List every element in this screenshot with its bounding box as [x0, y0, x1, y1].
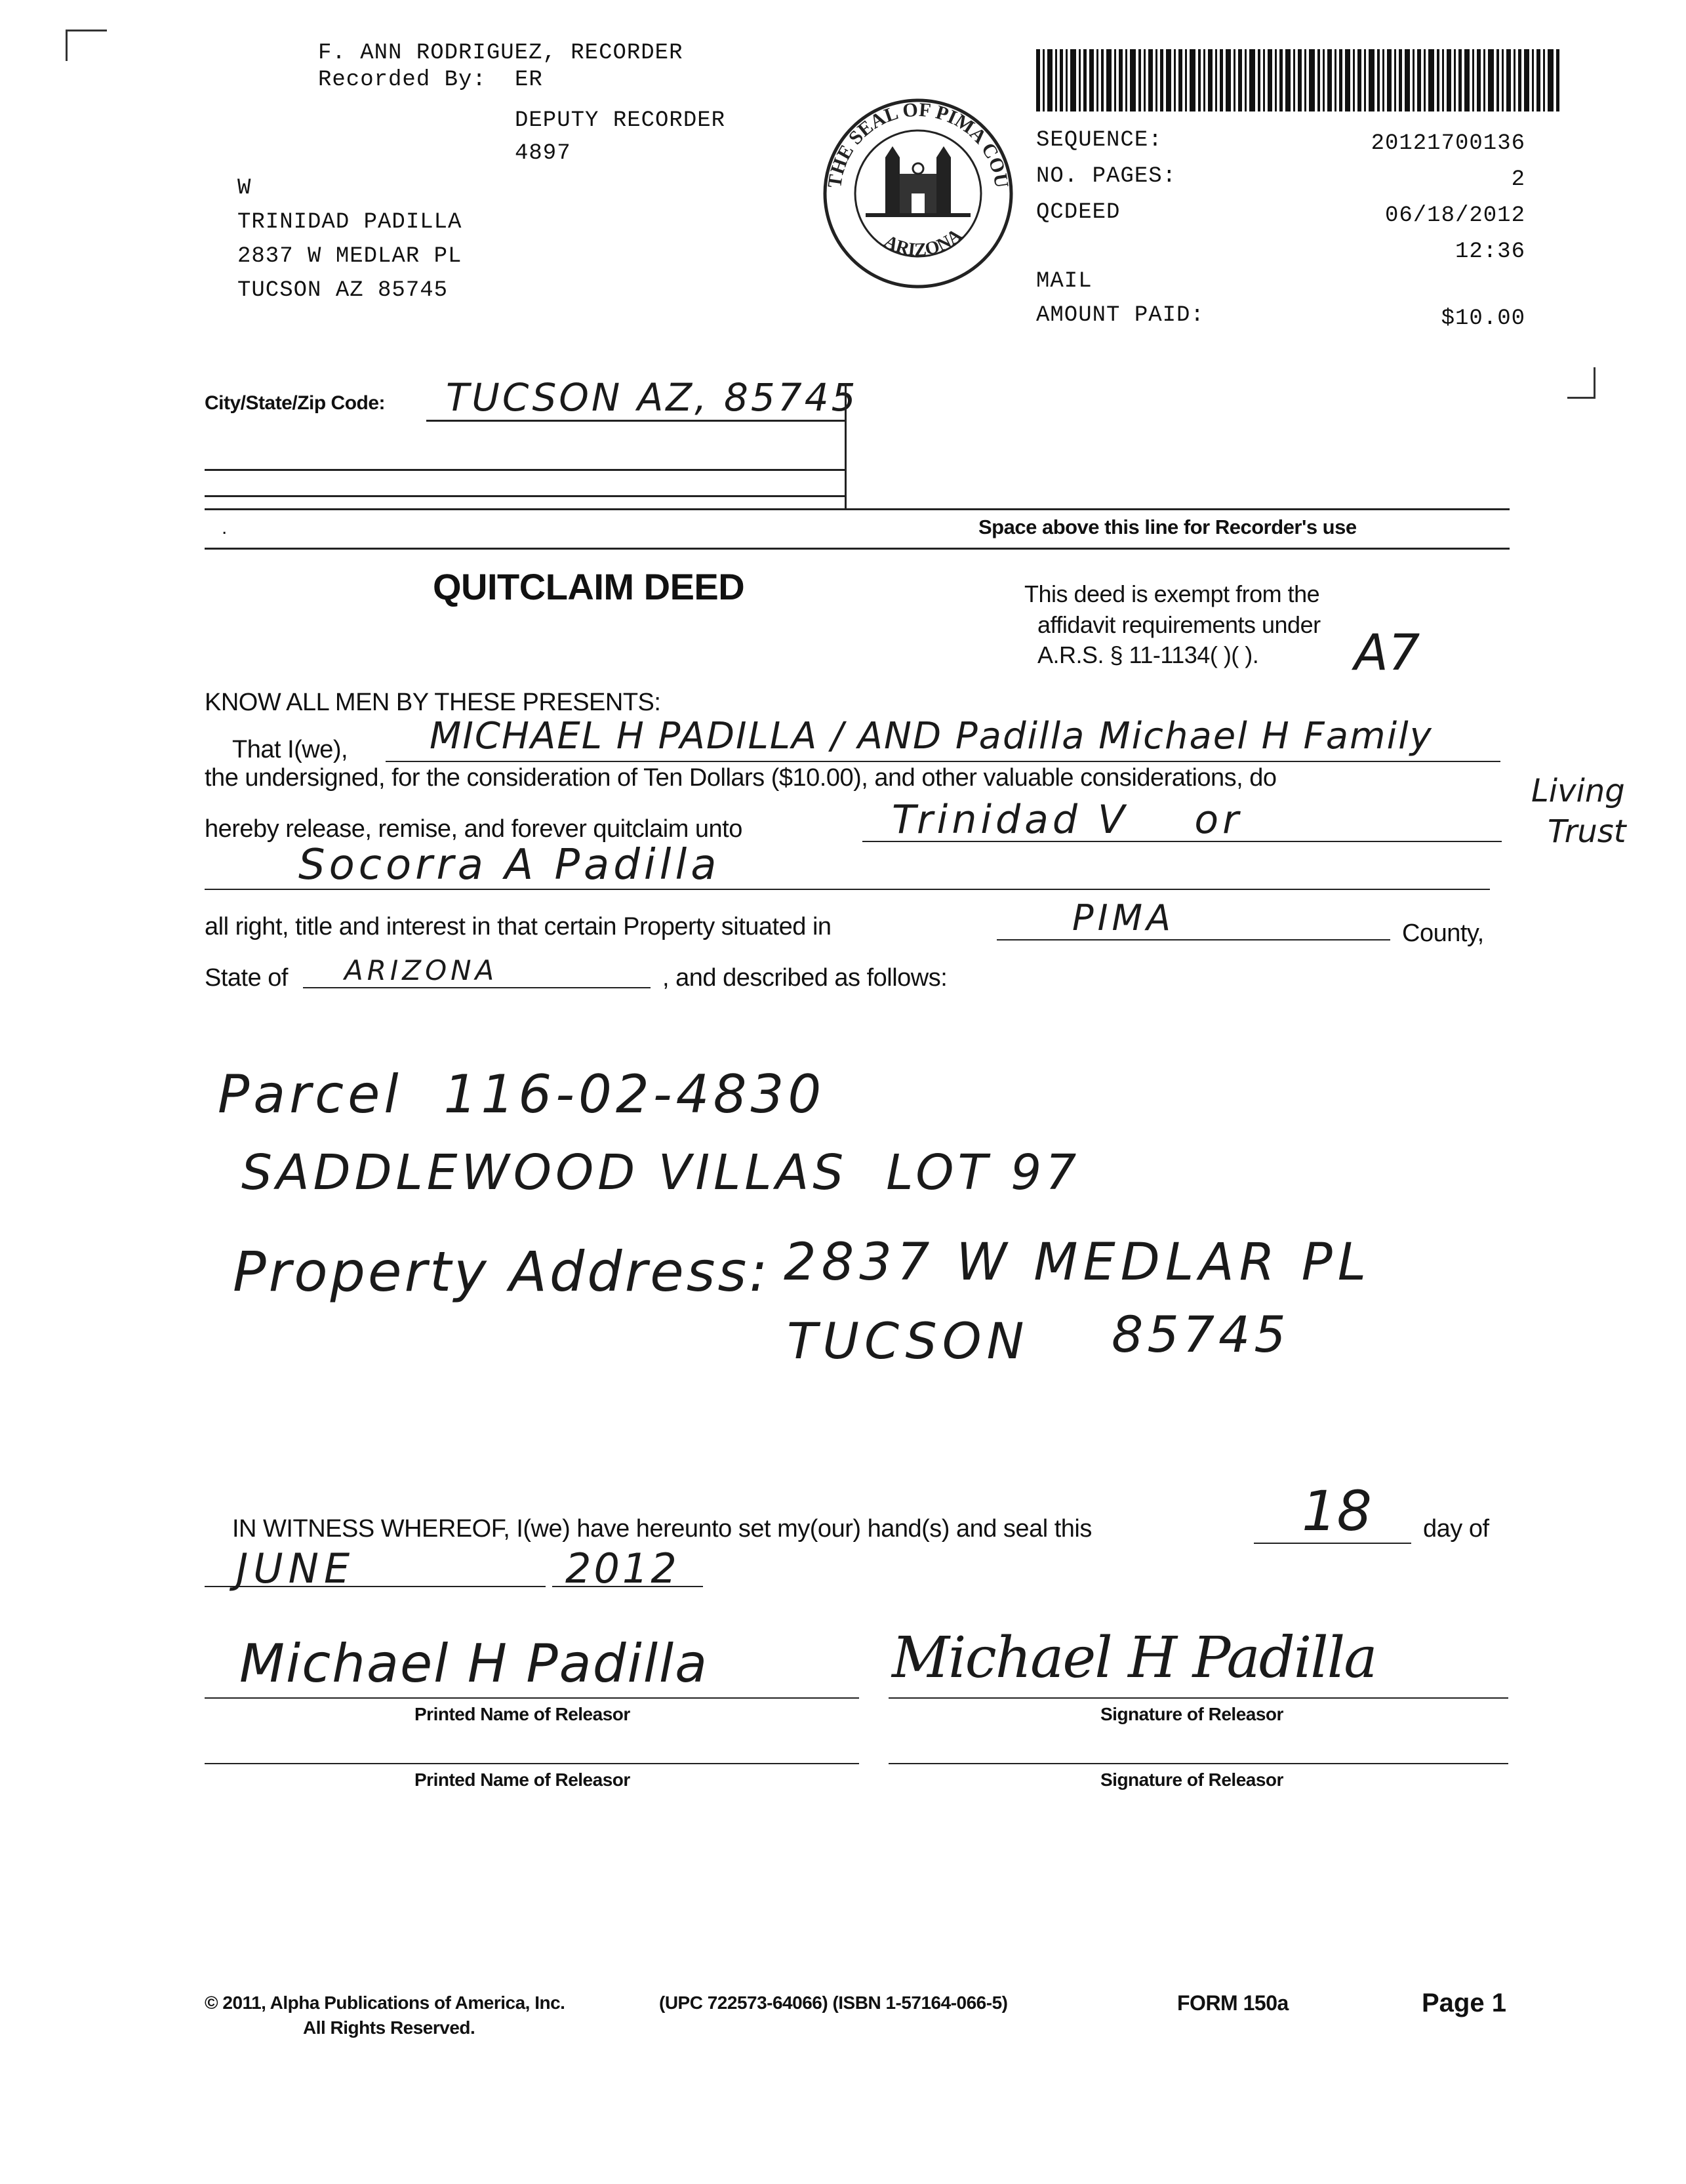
delivery-method: MAIL	[1036, 269, 1093, 294]
recording-time: 12:36	[1455, 239, 1525, 264]
property-address-street: 2837 W MEDLAR PL	[784, 1233, 1372, 1292]
document-title: QUITCLAIM DEED	[433, 566, 745, 607]
county-name: PIMA	[1072, 897, 1175, 939]
state-name: ARIZONA	[344, 954, 498, 986]
exemption-code: A7	[1354, 623, 1420, 681]
grantor-name: MICHAEL H PADILLA / AND Padilla Michael H Family	[430, 715, 1433, 758]
corner-mark	[66, 30, 107, 61]
city-zip-line	[426, 420, 846, 422]
exemption-line-2: affidavit requirements under	[1037, 611, 1321, 638]
printed-name-label-1: Printed Name of Releasor	[414, 1704, 630, 1724]
day-of-text: day of	[1423, 1515, 1489, 1543]
signature-line-1	[889, 1697, 1508, 1699]
recorded-by-label: Recorded By:	[318, 68, 487, 92]
parcel-number: Parcel 116-02-4830	[218, 1064, 826, 1125]
county-line	[997, 939, 1390, 940]
pages-value: 2	[1511, 167, 1525, 192]
property-address-label: Property Address:	[233, 1240, 771, 1304]
address-line-2	[205, 469, 846, 471]
barcode	[1036, 49, 1561, 111]
that-label: That I(we),	[232, 736, 348, 763]
address-box-divider	[845, 384, 847, 508]
footer-codes: (UPC 722573-64066) (ISBN 1-57164-066-5)	[659, 1992, 1008, 2013]
mail-street: 2837 W MEDLAR PL	[237, 244, 462, 269]
property-label: all right, title and interest in that certain Property situated in	[205, 913, 832, 940]
state-line	[303, 987, 651, 988]
svg-text:ARIZONA	[881, 224, 966, 260]
release-label: hereby release, remise, and forever quitclaim unto	[205, 815, 742, 843]
address-line-3	[205, 495, 846, 497]
witness-year: 2012	[565, 1545, 679, 1592]
recording-date: 06/18/2012	[1384, 203, 1525, 228]
deputy-recorder: DEPUTY RECORDER	[515, 108, 726, 133]
printed-name-label-2: Printed Name of Releasor	[414, 1769, 630, 1790]
sequence-label: SEQUENCE:	[1036, 128, 1163, 153]
doc-type: QCDEED	[1036, 200, 1121, 225]
consideration-text: the undersigned, for the consideration of Ten Dollars ($10.00), and other valuable considerations, do	[205, 764, 1277, 792]
described-text: , and described as follows:	[662, 964, 948, 992]
margin-mark	[1567, 367, 1596, 399]
lot-description: SADDLEWOOD VILLAS LOT 97	[241, 1144, 1081, 1201]
county-seal	[820, 95, 1016, 292]
property-address-zip: 85745	[1112, 1305, 1290, 1364]
amount-label: AMOUNT PAID:	[1036, 303, 1205, 328]
grantor-continued-2: Trust	[1548, 813, 1626, 850]
recorder-use-note: Space above this line for Recorder's use	[978, 516, 1357, 538]
signature-line-2	[889, 1763, 1508, 1764]
printed-name-line-2	[205, 1763, 859, 1764]
grantor-line	[386, 761, 1500, 762]
footer-page: Page 1	[1422, 1989, 1506, 2017]
city-state-zip-label: City/State/Zip Code:	[205, 392, 386, 414]
recorder-space-line	[205, 508, 1510, 510]
signature-label-1: Signature of Releasor	[1100, 1704, 1283, 1724]
mail-code: W	[237, 176, 252, 201]
footer-copyright-2: All Rights Reserved.	[303, 2017, 475, 2038]
know-all-heading: KNOW ALL MEN BY THESE PRESENTS:	[205, 689, 661, 716]
footer-form: FORM 150a	[1177, 1991, 1289, 2015]
deputy-number: 4897	[515, 141, 571, 166]
state-label: State of	[205, 964, 288, 992]
recorded-by-value: ER	[515, 68, 543, 92]
footer-copyright-1: © 2011, Alpha Publications of America, Inc.	[205, 1992, 565, 2013]
witness-text: IN WITNESS WHEREOF, I(we) have hereunto set my(our) hand(s) and seal this	[232, 1515, 1092, 1543]
seal-bottom-text: ARIZONA	[880, 224, 966, 260]
witness-day: 18	[1302, 1479, 1372, 1543]
county-label: County,	[1402, 920, 1484, 947]
period-mark: .	[222, 517, 228, 538]
signature-1: Michael H Padilla	[892, 1625, 1376, 1691]
pages-label: NO. PAGES:	[1036, 164, 1177, 189]
mail-city: TUCSON AZ 85745	[237, 278, 449, 303]
grantee-1: Trinidad V or	[892, 797, 1243, 843]
amount-value: $10.00	[1441, 306, 1525, 331]
seal-top-text: THE SEAL OF PIMA COU	[824, 98, 1013, 190]
grantee-2: Socorra A Padilla	[298, 841, 721, 889]
property-address-city: TUCSON	[787, 1312, 1030, 1370]
sequence-value: 20121700136	[1371, 131, 1525, 156]
mail-name: TRINIDAD PADILLA	[237, 210, 462, 235]
witness-month: JUNE	[236, 1545, 355, 1592]
recorder-name: F. ANN RODRIGUEZ, RECORDER	[318, 41, 683, 66]
printed-name-line-1	[205, 1697, 859, 1699]
signature-label-2: Signature of Releasor	[1100, 1769, 1283, 1790]
printed-name-1: Michael H Padilla	[239, 1633, 709, 1694]
city-state-zip-value: TUCSON AZ, 85745	[446, 375, 858, 420]
exemption-line-1: This deed is exempt from the	[1024, 580, 1320, 607]
grantor-continued-1: Living	[1531, 773, 1625, 809]
exemption-line-3: A.R.S. § 11-1134( )( ).	[1037, 641, 1259, 668]
recorder-space-line-bottom	[205, 548, 1510, 550]
